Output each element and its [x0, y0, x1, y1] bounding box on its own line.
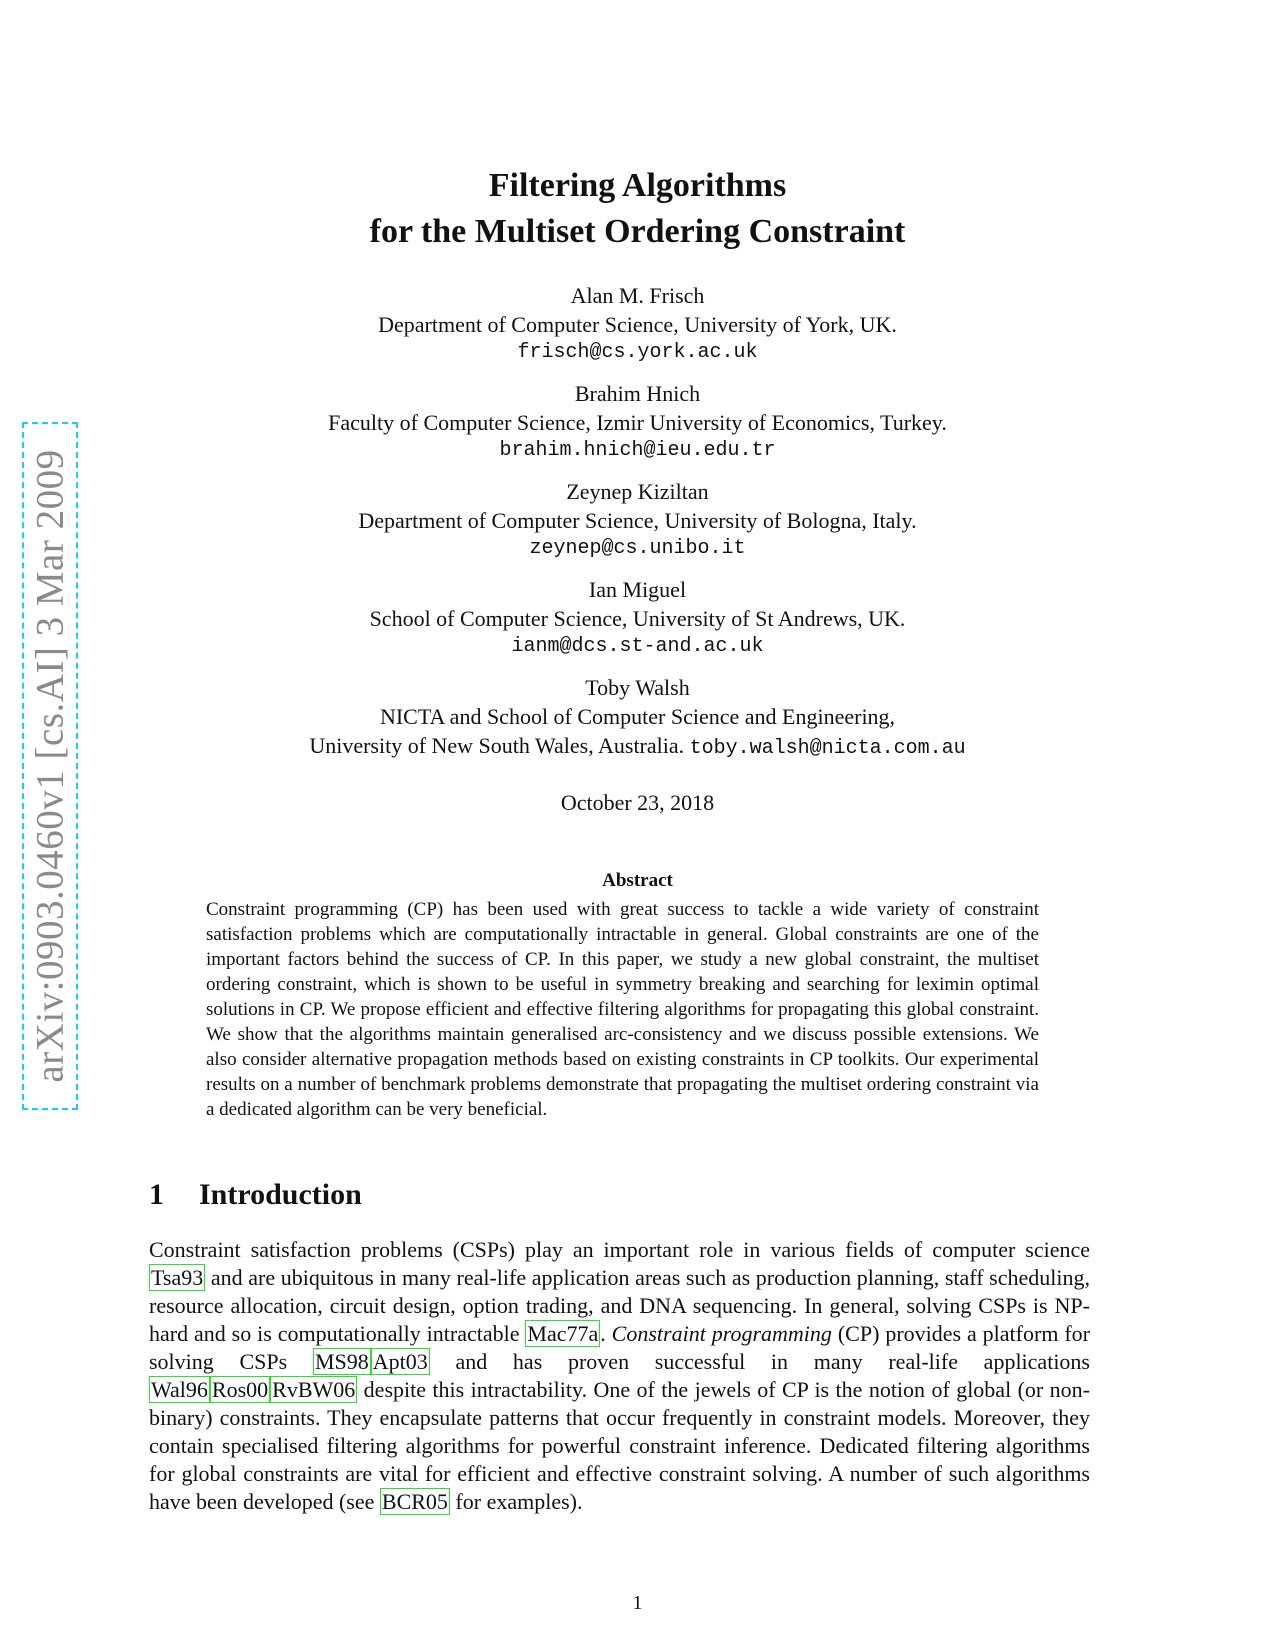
section-number: 1 — [149, 1178, 164, 1211]
author-block — [0, 379, 1275, 465]
paper-title — [0, 163, 1275, 255]
abstract-text: Constraint programming (CP) has been used with great success to tackle a wide variety of constraint satisfaction problems which are computationally intractable in general. Global constraints are one of the important factors behind the success of CP. In this paper, we study a new global constraint, the multiset ordering constraint, which is shown to be useful in symmetry breaking and searching for leximin optimal solutions in CP. We propose efficient and effective filtering algorithms for propagating this global constraint. We show that the algorithms maintain generalised arc-consistency and we discuss possible extensions. We also consider alternative propagation methods based on existing constraints in CP toolkits. Our experimental results on a number of benchmark problems demonstrate that propagating the multiset ordering constraint via a dedicated algorithm can be very beneficial. — [206, 899, 1039, 1120]
intro-text: (CP) provides a platform for solving CSPs — [149, 1321, 1090, 1374]
author-block — [0, 477, 1275, 563]
title-line-2: for the Multiset Ordering Constraint — [369, 213, 906, 250]
intro-text: and are ubiquitous in many real-life application areas such as production planning, staff scheduling, resource allocation, circuit design, option trading, and DNA sequencing. In general, solving CSPs is NP-hard and so is computationally intractable — [149, 1265, 1090, 1346]
author-affiliation: School of Computer Science, University of St Andrews, UK. — [369, 606, 906, 631]
author-block — [0, 575, 1275, 661]
citation-link[interactable]: Ros00 — [211, 1377, 269, 1402]
author-affiliation: Department of Computer Science, University of Bologna, Italy. — [358, 508, 917, 533]
section-heading — [149, 1178, 362, 1212]
author-affiliation: Department of Computer Science, University of York, UK. — [378, 312, 897, 337]
intro-paragraph — [149, 1236, 1090, 1516]
author-name: Zeynep Kiziltan — [566, 479, 709, 504]
author-affiliation-university: University of New South Wales, Australia. — [309, 733, 685, 758]
author-email[interactable]: brahim.hnich@ieu.edu.tr — [499, 439, 776, 462]
intro-text: despite this intractability. One of the jewels of CP is the notion of global (or non-binary) constraints. They encapsulate patterns that occur frequently in constraint models. Moreover, they contain specialised filtering algorithms for powerful constraint inference. Dedicated filtering algorithms for global constraints are vital for efficient and effective constraint solving. A number of such algorithms have been developed (see — [149, 1377, 1090, 1514]
paper-date: October 23, 2018 — [560, 790, 715, 815]
author-list — [0, 281, 1275, 775]
arxiv-stamp-text: arXiv:0903.0460v1 [cs.AI] 3 Mar 2009 — [28, 449, 72, 1083]
author-affiliation: NICTA and School of Computer Science and Engineering, — [379, 704, 896, 729]
citation-link[interactable]: RvBW06 — [272, 1377, 356, 1402]
author-name: Toby Walsh — [585, 675, 690, 700]
author-affiliation-line2 — [0, 731, 1275, 763]
author-name: Alan M. Frisch — [570, 283, 705, 308]
citation-link[interactable]: Apt03 — [372, 1349, 428, 1374]
intro-text: for examples). — [449, 1489, 583, 1514]
citation-link[interactable]: BCR05 — [381, 1489, 448, 1514]
author-affiliation: Faculty of Computer Science, Izmir University of Economics, Turkey. — [328, 410, 947, 435]
author-name: Ian Miguel — [588, 577, 687, 602]
page-number: 1 — [632, 1592, 643, 1614]
author-email[interactable]: frisch@cs.york.ac.uk — [517, 341, 758, 364]
citation-link[interactable]: Wal96 — [151, 1377, 208, 1402]
abstract-title: Abstract — [602, 870, 673, 891]
author-block — [0, 281, 1275, 367]
citation-link[interactable]: MS98 — [314, 1349, 369, 1374]
citation-link[interactable]: Mac77a — [527, 1321, 599, 1346]
author-email[interactable]: ianm@dcs.st-and.ac.uk — [511, 635, 764, 658]
intro-text: and has proven successful in many real-life applications — [429, 1349, 1090, 1374]
title-line-1: Filtering Algorithms — [488, 167, 787, 204]
intro-text: Constraint satisfaction problems (CSPs) play an important role in various fields of computer science — [149, 1237, 1090, 1262]
intro-emphasis: Constraint programming — [611, 1321, 832, 1346]
author-email[interactable]: zeynep@cs.unibo.it — [529, 537, 746, 560]
intro-text: . — [600, 1321, 612, 1346]
section-title: Introduction — [199, 1178, 362, 1211]
author-block — [0, 673, 1275, 763]
citation-link[interactable]: Tsa93 — [151, 1265, 204, 1290]
author-email[interactable]: toby.walsh@nicta.com.au — [689, 737, 966, 760]
author-name: Brahim Hnich — [574, 381, 701, 406]
